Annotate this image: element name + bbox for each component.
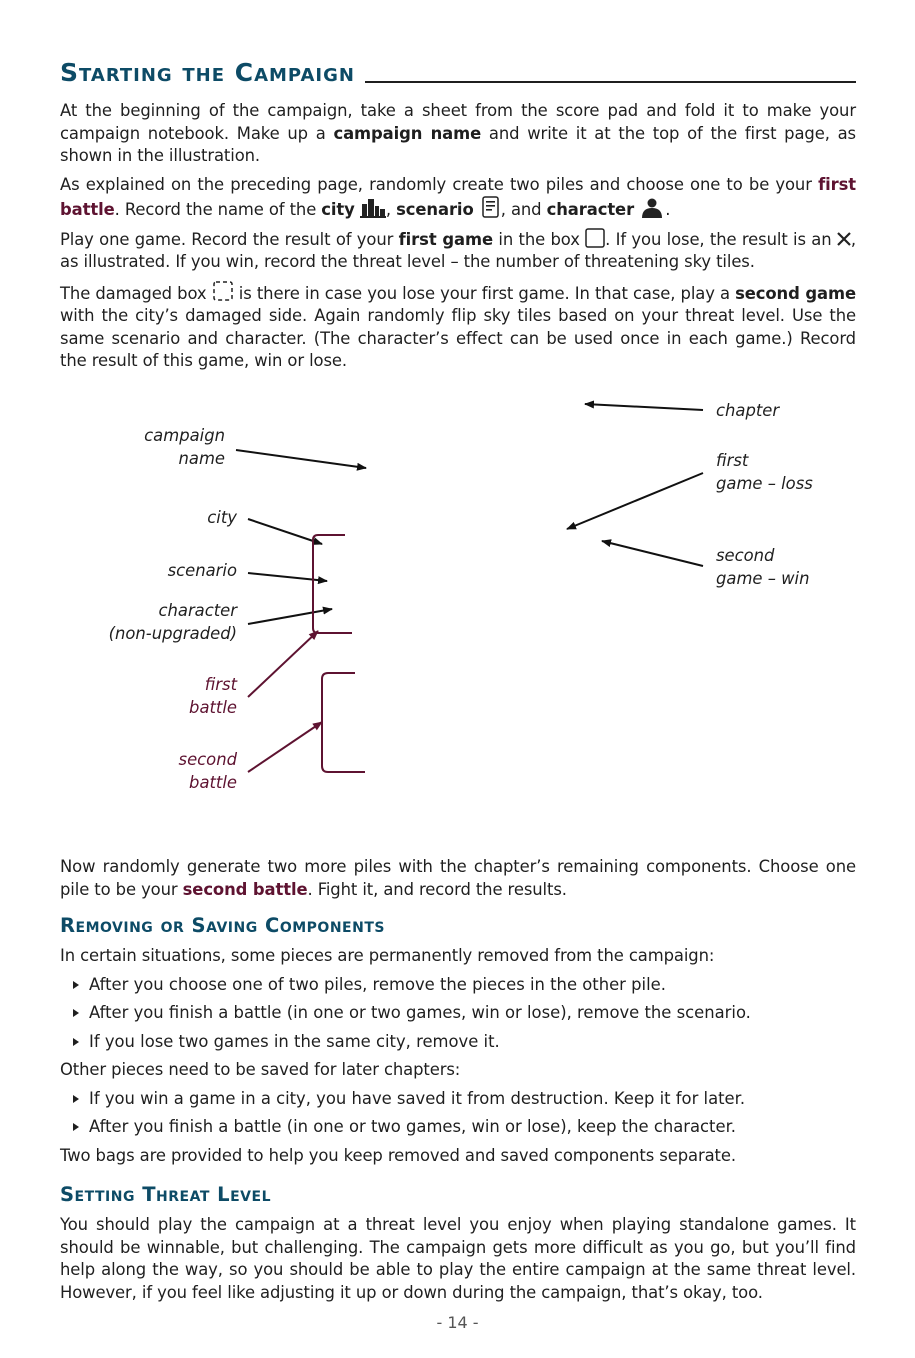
bracket-second-battle: [322, 673, 365, 772]
intro-paragraph-4: The damaged box is there in case you lose your first game. In that case, play a second game with the city’s damaged side. Again randomly flip sky tiles based on your threat level. Use the same scenario and character. (The character’s effect can be used once in each game.) Record the result of this game, win or lose.: [60, 280, 856, 373]
arrow-first-game: [567, 473, 703, 529]
arrow-city: [248, 519, 322, 544]
label-city: city: [207, 508, 237, 527]
after-section: [60, 856, 856, 901]
list-item: If you lose two games in the same city, remove it.: [60, 1031, 856, 1054]
label-second-game: second game – win: [716, 546, 810, 588]
threat-heading: Setting Threat Level: [60, 1183, 271, 1206]
page-title: Starting the Campaign: [60, 56, 856, 90]
saved-intro: Other pieces need to be saved for later chapters:: [60, 1060, 461, 1079]
bags-paragraph: Two bags are provided to help you keep removed and saved components separate.: [60, 1145, 736, 1165]
removing-list: [60, 974, 856, 1054]
list-item: If you win a game in a city, you have saved it from destruction. Keep it for later.: [60, 1088, 856, 1111]
right-arrows: [567, 404, 703, 566]
arrow-first-battle: [248, 631, 318, 697]
arrow-character: [248, 609, 332, 624]
arrow-chapter: [585, 404, 703, 410]
removing-heading: Removing or Saving Components: [60, 914, 385, 937]
label-first-battle: first battle: [189, 675, 237, 717]
threat-section: [60, 1214, 856, 1304]
label-scenario: scenario: [167, 561, 237, 580]
intro-paragraph-1: At the beginning of the campaign, take a sheet from the score pad and fold it to make your campaign notebook. Make up a campaign name and write it at the top of the first page, as shown in the illustration.: [60, 101, 856, 165]
removing-intro: In certain situations, some pieces are permanently removed from the campaign:: [60, 946, 715, 965]
arrow-campaign-name: [236, 450, 366, 468]
after-paragraph: Now randomly generate two more piles with the chapter’s remaining components. Choose one pile to be your second battle. Fight it, and record the results.: [60, 857, 856, 899]
threat-paragraph: You should play the campaign at a threat level you enjoy when playing standalone games. It should be winnable, but challenging. The campaign gets more difficult as you go, but you’ll find help along the way, so you should be able to play the entire campaign at the same threat level. However, if you feel like adjusting it up or down during the campaign, that’s okay, too.: [60, 1215, 856, 1302]
arrow-second-game: [602, 541, 703, 566]
intro-paragraph-3: Play one game. Record the result of your first game in the box . If you lose, the result is an , as illustrated. If you win, record the threat level – the number of threatening sky tiles.: [60, 229, 857, 271]
intro-paragraph-2: As explained on the preceding page, randomly create two piles and choose one to be your first battle. Record the name of the city , scenario , and character .: [60, 174, 856, 219]
list-item: After you choose one of two piles, remove the pieces in the other pile.: [60, 974, 856, 997]
label-second-battle: second battle: [178, 750, 237, 792]
label-chapter: chapter: [716, 401, 780, 420]
bracket-first-battle: [313, 535, 352, 633]
list-item: After you finish a battle (in one or two games, win or lose), keep the character.: [60, 1116, 856, 1139]
arrow-second-battle: [248, 722, 322, 772]
saved-list: [60, 1088, 856, 1139]
list-item: After you finish a battle (in one or two games, win or lose), remove the scenario.: [60, 1002, 856, 1025]
page-number: - 14 -: [436, 1313, 479, 1332]
arrow-scenario: [248, 573, 327, 581]
removing-section: [60, 945, 856, 1167]
label-first-game: first game – loss: [716, 451, 813, 493]
label-campaign-name: campaign name: [144, 426, 225, 468]
label-character: character (non-upgraded): [108, 601, 237, 643]
battle-brackets: [313, 535, 365, 772]
left-arrows: [236, 450, 366, 772]
